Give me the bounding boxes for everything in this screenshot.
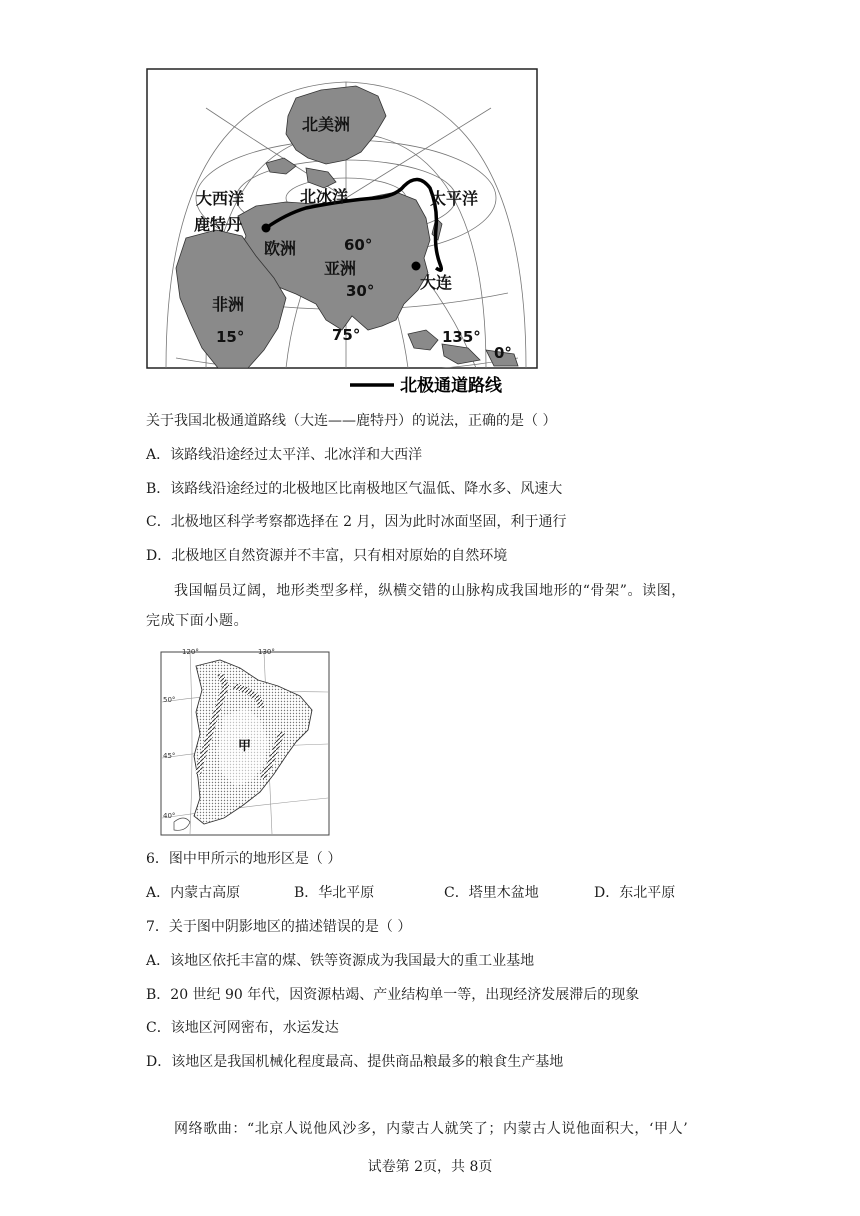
label-europe: 欧洲 [264,239,297,258]
q6-stem: 6．图中甲所示的地形区是（ ） [146,851,342,867]
label-rotterdam: 鹿特丹 [194,215,243,234]
q5-option-c[interactable]: C．北极地区科学考察都选择在 2 月，因为此时冰面坚固，利于通行 [146,514,567,530]
label-north-america: 北美洲 [302,115,351,134]
label-jia: 甲 [238,739,252,754]
label-arctic: 北冰洋 [300,187,349,206]
q6-option-a[interactable]: A．内蒙古高原 [146,885,241,901]
label-atlantic: 大西洋 [196,189,245,208]
label-lon75: 75° [332,326,361,344]
label-lon135: 135° [442,328,481,346]
label-lon120: 120° [182,648,199,656]
label-lat50: 50° [163,696,176,704]
q7-option-d[interactable]: D．该地区是我国机械化程度最高、提供商品粮最多的粮食生产基地 [146,1054,564,1070]
q6-option-b[interactable]: B．华北平原 [294,885,375,901]
legend-route-label: 北极通道路线 [400,376,502,396]
page-footer: 试卷第 2页，共 8页 [367,1159,493,1175]
q7-option-c[interactable]: C．该地区河网密布，水运发达 [146,1020,339,1036]
label-lat40: 40° [163,812,176,820]
label-lon130: 130° [258,648,275,656]
q7-option-b[interactable]: B．20 世纪 90 年代，因资源枯竭、产业结构单一等，出现经济发展滞后的现象 [146,987,640,1003]
label-lat60: 60° [344,236,373,254]
label-lat0: 0° [494,344,512,362]
song-passage-line1: 网络歌曲：“北京人说他风沙多，内蒙古人就笑了；内蒙古人说他面积大，‘甲人’ [174,1121,689,1137]
q7-option-a[interactable]: A．该地区依托丰富的煤、铁等资源成为我国最大的重工业基地 [146,953,535,969]
q5-option-b[interactable]: B．该路线沿途经过的北极地区比南极地区气温低、降水多、风速大 [146,481,563,497]
q6-option-d[interactable]: D．东北平原 [594,885,676,901]
label-dalian: 大连 [420,273,453,292]
northeast-china-map [160,646,330,836]
label-africa: 非洲 [212,295,245,314]
q5-stem: 关于我国北极通道路线（大连——鹿特丹）的说法，正确的是（ ） [146,413,557,429]
q6-option-c[interactable]: C．塔里木盆地 [444,885,539,901]
q5-option-a[interactable]: A．该路线沿途经过太平洋、北冰洋和大西洋 [146,447,423,463]
q5-option-d[interactable]: D．北极地区自然资源并不丰富，只有相对原始的自然环境 [146,548,508,564]
label-lat30: 30° [346,282,375,300]
arctic-route-map [146,68,538,400]
intro-paragraph-line2: 完成下面小题。 [146,613,249,629]
q7-stem: 7．关于图中阴影地区的描述错误的是（ ） [146,919,412,935]
intro-paragraph-line1: 我国幅员辽阔，地形类型多样，纵横交错的山脉构成我国地形的“骨架”。读图， [174,583,686,599]
label-pacific: 太平洋 [430,189,479,208]
label-asia: 亚洲 [324,259,357,278]
label-lon15: 15° [216,328,245,346]
label-lat45: 45° [163,752,176,760]
